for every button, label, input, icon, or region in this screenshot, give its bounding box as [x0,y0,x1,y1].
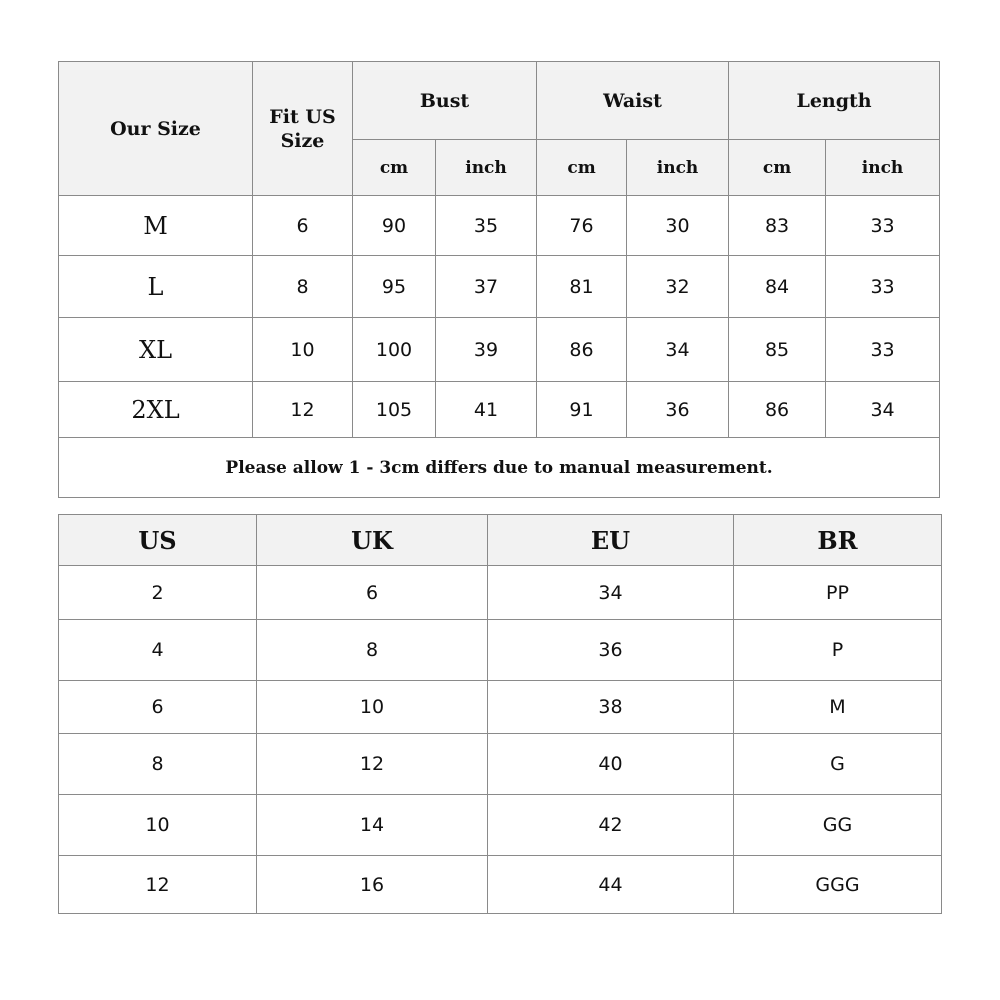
length-cm-cell: 85 [729,318,826,382]
table-row [59,196,940,256]
header-length-inch: inch [826,140,940,196]
table-row [59,681,942,734]
table-row [59,382,940,438]
us-cell: 10 [59,795,257,856]
table-row [59,795,942,856]
bust-cm-cell: 90 [353,196,436,256]
us-size-cell: 12 [253,382,353,438]
us-size-cell: 6 [253,196,353,256]
eu-cell: 42 [488,795,734,856]
waist-cm-cell: 91 [537,382,627,438]
header-eu: EU [488,515,734,566]
eu-cell: 44 [488,856,734,914]
header-uk: UK [257,515,488,566]
length-inch-cell: 34 [826,382,940,438]
header-br: BR [734,515,942,566]
waist-inch-cell: 30 [627,196,729,256]
eu-cell: 40 [488,734,734,795]
header-us: US [59,515,257,566]
us-cell: 4 [59,620,257,681]
waist-cm-cell: 76 [537,196,627,256]
uk-cell: 10 [257,681,488,734]
br-cell: PP [734,566,942,620]
us-cell: 6 [59,681,257,734]
size-cell: 2XL [59,382,253,438]
length-inch-cell: 33 [826,196,940,256]
uk-cell: 6 [257,566,488,620]
table-row [59,620,942,681]
bust-inch-cell: 37 [436,256,537,318]
waist-cm-cell: 86 [537,318,627,382]
bust-inch-cell: 35 [436,196,537,256]
header-our-size: Our Size [59,62,253,196]
header-fit-us-size: Fit US Size [253,62,353,196]
us-cell: 12 [59,856,257,914]
table-row [59,318,940,382]
waist-inch-cell: 32 [627,256,729,318]
table-row [59,256,940,318]
uk-cell: 8 [257,620,488,681]
measurement-note: Please allow 1 - 3cm differs due to manual measurement. [59,438,940,498]
br-cell: GGG [734,856,942,914]
br-cell: P [734,620,942,681]
waist-inch-cell: 36 [627,382,729,438]
bust-cm-cell: 100 [353,318,436,382]
length-cm-cell: 83 [729,196,826,256]
us-cell: 8 [59,734,257,795]
length-inch-cell: 33 [826,256,940,318]
us-size-cell: 8 [253,256,353,318]
header-waist-inch: inch [627,140,729,196]
header-bust: Bust [353,62,537,140]
header-bust-cm: cm [353,140,436,196]
size-cell: M [59,196,253,256]
length-inch-cell: 33 [826,318,940,382]
size-chart-table [58,61,940,498]
table-row [59,566,942,620]
uk-cell: 12 [257,734,488,795]
length-cm-cell: 86 [729,382,826,438]
waist-cm-cell: 81 [537,256,627,318]
header-bust-inch: inch [436,140,537,196]
header-length-cm: cm [729,140,826,196]
eu-cell: 34 [488,566,734,620]
bust-cm-cell: 105 [353,382,436,438]
us-cell: 2 [59,566,257,620]
bust-inch-cell: 41 [436,382,537,438]
eu-cell: 38 [488,681,734,734]
br-cell: G [734,734,942,795]
header-length: Length [729,62,940,140]
size-cell: XL [59,318,253,382]
br-cell: M [734,681,942,734]
header-waist: Waist [537,62,729,140]
waist-inch-cell: 34 [627,318,729,382]
br-cell: GG [734,795,942,856]
size-conversion-table [58,514,942,914]
us-size-cell: 10 [253,318,353,382]
header-waist-cm: cm [537,140,627,196]
size-cell: L [59,256,253,318]
uk-cell: 16 [257,856,488,914]
uk-cell: 14 [257,795,488,856]
bust-inch-cell: 39 [436,318,537,382]
eu-cell: 36 [488,620,734,681]
bust-cm-cell: 95 [353,256,436,318]
table-row [59,856,942,914]
table-row [59,734,942,795]
length-cm-cell: 84 [729,256,826,318]
